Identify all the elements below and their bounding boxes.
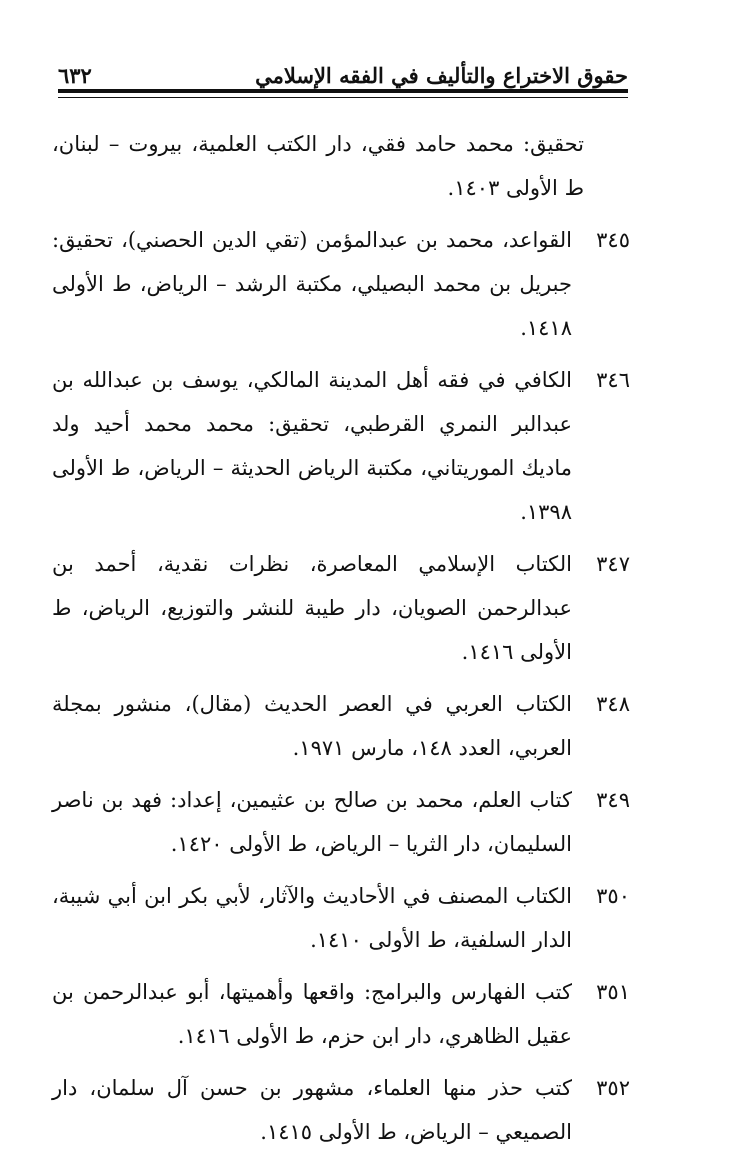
entry-text: الكتاب المصنف في الأحاديث والآثار، لأبي بكر ابن أبي شيبة، الدار السلفية، ط الأولى ١٤١٠. xyxy=(52,884,572,952)
entry-number: ٣٥٢ xyxy=(596,1076,630,1100)
entry-number: ٣٤٧ xyxy=(596,552,630,576)
bibliography-entry xyxy=(52,358,630,534)
continued-entry-text: تحقيق: محمد حامد فقي، دار الكتب العلمية، بيروت – لبنان، ط الأولى ١٤٠٣. xyxy=(52,132,584,200)
entry-text: كتب الفهارس والبرامج: واقعها وأهميتها، أبو عبدالرحمن بن عقيل الظاهري، دار ابن حزم، ط الأولى ١٤١٦. xyxy=(52,980,572,1048)
bibliography-entry xyxy=(52,682,630,770)
entry-text: الكتاب الإسلامي المعاصرة، نظرات نقدية، أحمد بن عبدالرحمن الصويان، دار طيبة للنشر والتوزيع، الرياض، ط الأولى ١٤١٦. xyxy=(52,552,572,664)
running-title: حقوق الاختراع والتأليف في الفقه الإسلامي xyxy=(255,63,628,88)
bibliography-entry xyxy=(52,218,630,350)
header-rule-thin xyxy=(58,97,628,98)
bibliography-entry xyxy=(52,874,630,962)
bibliography-entry xyxy=(52,778,630,866)
entry-number: ٣٥٠ xyxy=(596,884,630,908)
bibliography-list xyxy=(52,122,630,1162)
entry-number: ٣٤٨ xyxy=(596,692,630,716)
entry-text: كتب حذر منها العلماء، مشهور بن حسن آل سلمان، دار الصميعي – الرياض، ط الأولى ١٤١٥. xyxy=(52,1076,572,1144)
entry-number: ٣٥١ xyxy=(596,980,630,1004)
page-header xyxy=(58,46,628,88)
entry-number: ٣٤٦ xyxy=(596,368,630,392)
entry-number: ٣٤٥ xyxy=(596,228,630,252)
header-rule-thick xyxy=(58,89,628,93)
bibliography-entry xyxy=(52,970,630,1058)
page-number: ٦٣٢ xyxy=(58,63,92,88)
bibliography-entry xyxy=(52,542,630,674)
entry-number: ٣٤٩ xyxy=(596,788,630,812)
entry-text: الكتاب العربي في العصر الحديث (مقال)، منشور بمجلة العربي، العدد ١٤٨، مارس ١٩٧١. xyxy=(52,692,572,760)
bibliography-entry xyxy=(52,1066,630,1154)
entry-text: كتاب العلم، محمد بن صالح بن عثيمين، إعداد: فهد بن ناصر السليمان، دار الثريا – الرياض، ط الأولى ١٤٢٠. xyxy=(52,788,572,856)
entry-text: القواعد، محمد بن عبدالمؤمن (تقي الدين الحصني)، تحقيق: جبريل بن محمد البصيلي، مكتبة الرشد – الرياض، ط الأولى ١٤١٨. xyxy=(52,228,572,340)
entry-text: الكافي في فقه أهل المدينة المالكي، يوسف بن عبدالله بن عبدالبر النمري القرطبي، تحقيق: محمد محمد أحيد ولد ماديك الموريتاني، مكتبة الرياض الحديثة – الرياض، ط الأولى ١٣٩٨. xyxy=(52,368,572,524)
